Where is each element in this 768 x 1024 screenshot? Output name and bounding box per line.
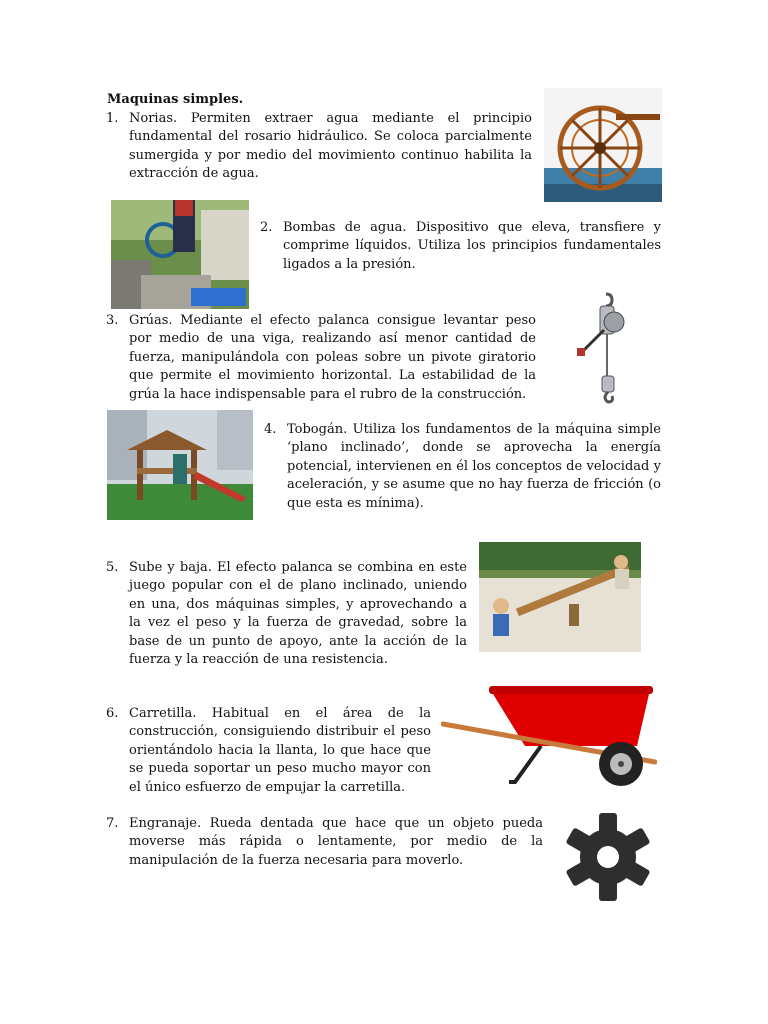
- item-number: 7.: [106, 816, 119, 831]
- item-number: 6.: [106, 706, 119, 721]
- page-title: Maquinas simples.: [107, 92, 244, 107]
- item-text: Grúas. Mediante el efecto palanca consigue levantar peso por medio de una viga, realizando así menor cantidad de fuerza, manipulándola con poleas sobre un pivote giratorio que permite el movimiento horizontal. La estabilidad de la grúa la hace indispensable para el rubro de la construcción.: [129, 313, 536, 402]
- item-text: Bombas de agua. Dispositivo que eleva, transfiere y comprime líquidos. Utiliza los principios fundamentales ligados a la presión.: [283, 220, 661, 272]
- item-text: Carretilla. Habitual en el área de la construcción, consiguiendo distribuir el peso orientándolo hacia la llanta, lo que hace que se pueda soportar un peso mucho mayor con el único esfuerzo de empujar la carretilla.: [129, 706, 431, 795]
- list-item-engranaje: [106, 815, 543, 870]
- list-item-tobogan: [264, 421, 661, 513]
- list-item-sube-y-baja: [106, 559, 467, 669]
- item-text: Tobogán. Utiliza los fundamentos de la máquina simple ‘plano inclinado’, donde se aprovecha la energía potencial, intervienen en él los conceptos de velocidad y aceleración, y se asume que no hay fuerza de fricción (o que esta es mínima).: [287, 422, 661, 511]
- pulley-hoist-image: [574, 292, 632, 404]
- list-item-bombas-de-agua: [260, 219, 661, 274]
- list-item-carretilla: [106, 705, 431, 797]
- item-number: 3.: [106, 313, 119, 328]
- water-wheel-image: [544, 88, 662, 202]
- seesaw-image: [479, 542, 641, 652]
- list-item-norias: [106, 110, 532, 184]
- item-number: 1.: [106, 111, 119, 126]
- gear-image: [565, 810, 651, 904]
- item-number: 5.: [106, 560, 119, 575]
- item-number: 4.: [264, 422, 277, 437]
- item-text: Sube y baja. El efecto palanca se combina en este juego popular con el de plano inclinado, uniendo en una, dos máquinas simples, y aprovechando a la vez el peso y la fuerza de gravedad, sobre la base de un punto de apoyo, ante la acción de la fuerza y la reacción de una resistencia.: [129, 560, 467, 668]
- wheelbarrow-image: [441, 684, 657, 790]
- playground-slide-image: [107, 410, 253, 520]
- item-text: Engranaje. Rueda dentada que hace que un objeto pueda moverse más rápida o lentamente, por medio de la manipulación de la fuerza necesaria para moverlo.: [129, 816, 543, 868]
- item-text: Norias. Permiten extraer agua mediante el principio fundamental del rosario hidráulico. Se coloca parcialmente sumergida y por medio del movimiento continuo habilita la extracción de agua.: [129, 111, 532, 182]
- list-item-gruas: [106, 312, 536, 404]
- item-number: 2.: [260, 220, 273, 235]
- water-pump-image: [111, 200, 249, 309]
